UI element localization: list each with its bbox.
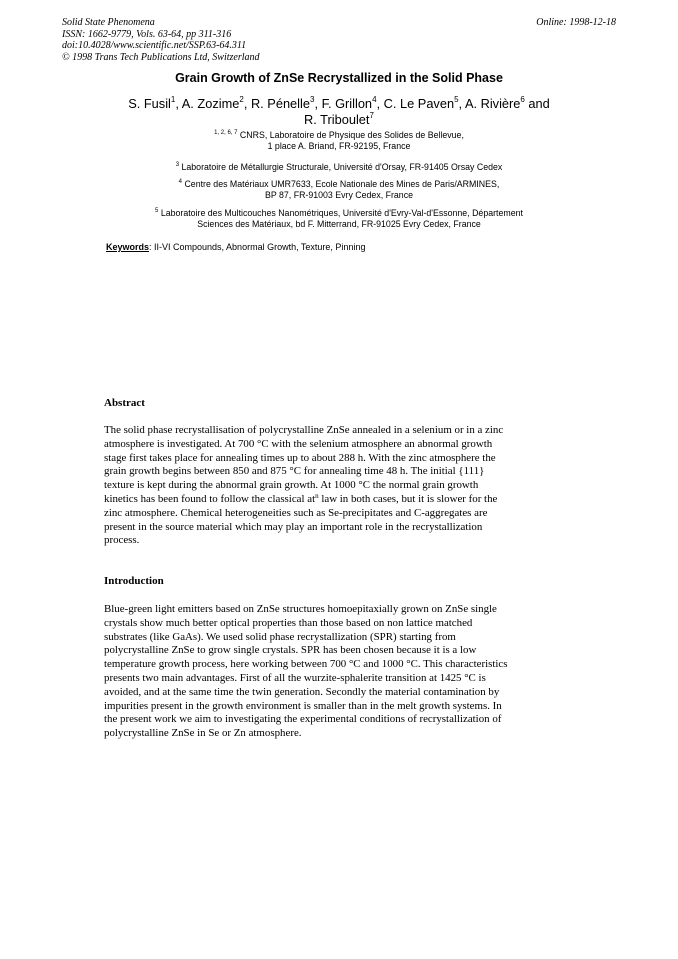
author: S. Fusil (128, 96, 171, 111)
introduction-heading: Introduction (104, 575, 164, 587)
author: C. Le Paven (383, 96, 455, 111)
publication-header (62, 17, 260, 63)
author-line-2 (106, 112, 572, 128)
introduction-paragraph (104, 603, 582, 741)
affiliation-3 (0, 179, 678, 201)
author-sup: 2 (239, 95, 244, 104)
author: R. Pénelle (250, 96, 310, 111)
affiliation-text: Laboratoire de Métallurgie Structurale, Université d'Orsay, FR-91405 Orsay Cedex (181, 162, 503, 172)
text-line: atmosphere is investigated. At 700 °C with the selenium atmosphere an abnormal growth (104, 437, 493, 450)
text-line: crystals show much better optical properties than those based on non lattice matched (104, 616, 473, 629)
text-line: substrates (like GaAs). We used solid phase recrystallization (SPR) starting from (104, 630, 456, 643)
author: A. Zozime (181, 96, 240, 111)
author-sep: , (243, 96, 251, 111)
author-list (106, 96, 572, 127)
affiliation-text: Sciences des Matériaux, bd F. Mitterrand, FR-91025 Evry Cedex, France (197, 219, 481, 230)
affiliation-text: BP 87, FR-91003 Evry Cedex, France (265, 190, 413, 201)
author-sep: , (376, 96, 384, 111)
text-line: polycrystalline ZnSe in Se or Zn atmosphere. (104, 727, 302, 740)
text-line: The solid phase recrystallisation of polycrystalline ZnSe annealed in a selenium or in a zinc (104, 424, 504, 436)
author-sep: , (175, 96, 182, 111)
keywords (106, 242, 365, 252)
author: A. Rivière (464, 96, 521, 111)
affiliation-1 (0, 130, 678, 152)
text-line (104, 493, 579, 507)
text-line: polycrystalline ZnSe to grow single crystals. SPR has been chosen because it is a low (104, 644, 477, 657)
abstract-heading: Abstract (104, 397, 145, 409)
affiliation-sup: 4 (178, 179, 182, 185)
text-segment: kinetics has been found to follow the classical at (104, 492, 316, 505)
text-line: Blue-green light emitters based on ZnSe structures homoepitaxially grown on ZnSe single (104, 603, 497, 615)
author: F. Grillon (321, 96, 373, 111)
author-sup: 7 (369, 110, 374, 120)
text-segment: law in both cases, but it is slower for the (318, 492, 498, 505)
author: R. Triboulet (304, 111, 370, 127)
text-line: presents two main advantages. First of all the wurzite-sphalerite transition at 1425 °C is (104, 671, 486, 684)
abstract-paragraph (104, 424, 579, 548)
text-line: grain growth begins between 850 and 875 °C for annealing time 48 h. The initial {111} (104, 465, 485, 478)
keywords-text: : II-VI Compounds, Abnormal Growth, Texture, Pinning (149, 242, 366, 252)
affiliation-text: Laboratoire des Multicouches Nanométriques, Université d'Evry-Val-d'Essonne, Département (160, 208, 523, 218)
affiliation-2 (0, 162, 678, 173)
journal-name: Solid State Phenomena (62, 17, 155, 28)
affiliation-text: 1 place A. Briand, FR-92195, France (267, 141, 411, 152)
issn-line: ISSN: 1662-9779, Vols. 63-64, pp 311-316 (62, 28, 232, 40)
affiliation-4 (0, 208, 678, 230)
affiliation-sup: 1, 2, 6, 7 (214, 130, 238, 136)
copyright-line: © 1998 Trans Tech Publications Ltd, Switzerland (62, 51, 260, 63)
affiliation-sup: 5 (155, 208, 159, 214)
affiliation-text: Centre des Matériaux UMR7633, Ecole Nationale des Mines de Paris/ARMINES, (184, 179, 500, 189)
exponent-n: n (315, 491, 319, 500)
keywords-label: Keywords (106, 242, 150, 252)
author-sep: , (314, 96, 322, 111)
text-line: present in the source material which may play an important role in the recrystallization (104, 520, 483, 533)
author-line-1 (106, 96, 572, 112)
text-line: stage first takes place for annealing times up to about 288 h. With the zinc atmosphere the (104, 451, 496, 464)
text-line: avoided, and at the same time the twin generation. Secondly the material contamination by (104, 685, 500, 698)
affiliation-text: CNRS, Laboratoire de Physique des Solides de Bellevue, (239, 130, 464, 140)
paper-title: Grain Growth of ZnSe Recrystallized in the Solid Phase (175, 71, 503, 85)
author-sup: 4 (372, 95, 377, 104)
doi-line[interactable]: doi:10.4028/www.scientific.net/SSP.63-64.311 (62, 40, 247, 51)
text-line: impurities present in the growth environment is smaller than in the melt growth systems. In (104, 699, 502, 712)
author-sep: and (524, 96, 550, 111)
text-line: the present work we aim to investigating the experimental conditions of recrystallization of (104, 713, 502, 726)
author-sup: 1 (170, 95, 176, 104)
text-line: zinc atmosphere. Chemical heterogeneities such as Se-precipitates and C-aggregates are (104, 506, 488, 519)
affiliation-sup: 3 (175, 162, 180, 168)
text-line: process. (104, 534, 140, 547)
author-sup: 6 (520, 95, 525, 104)
text-line: texture is kept during the abnormal grain growth. At 1000 °C the normal grain growth (104, 479, 479, 492)
author-sup: 5 (454, 95, 459, 104)
author-sep: , (458, 96, 465, 111)
text-line: temperature growth process, here working between 700 °C and 1000 °C. This characteristics (104, 658, 508, 671)
online-date: Online: 1998-12-18 (536, 17, 616, 28)
author-sup: 3 (309, 95, 315, 104)
